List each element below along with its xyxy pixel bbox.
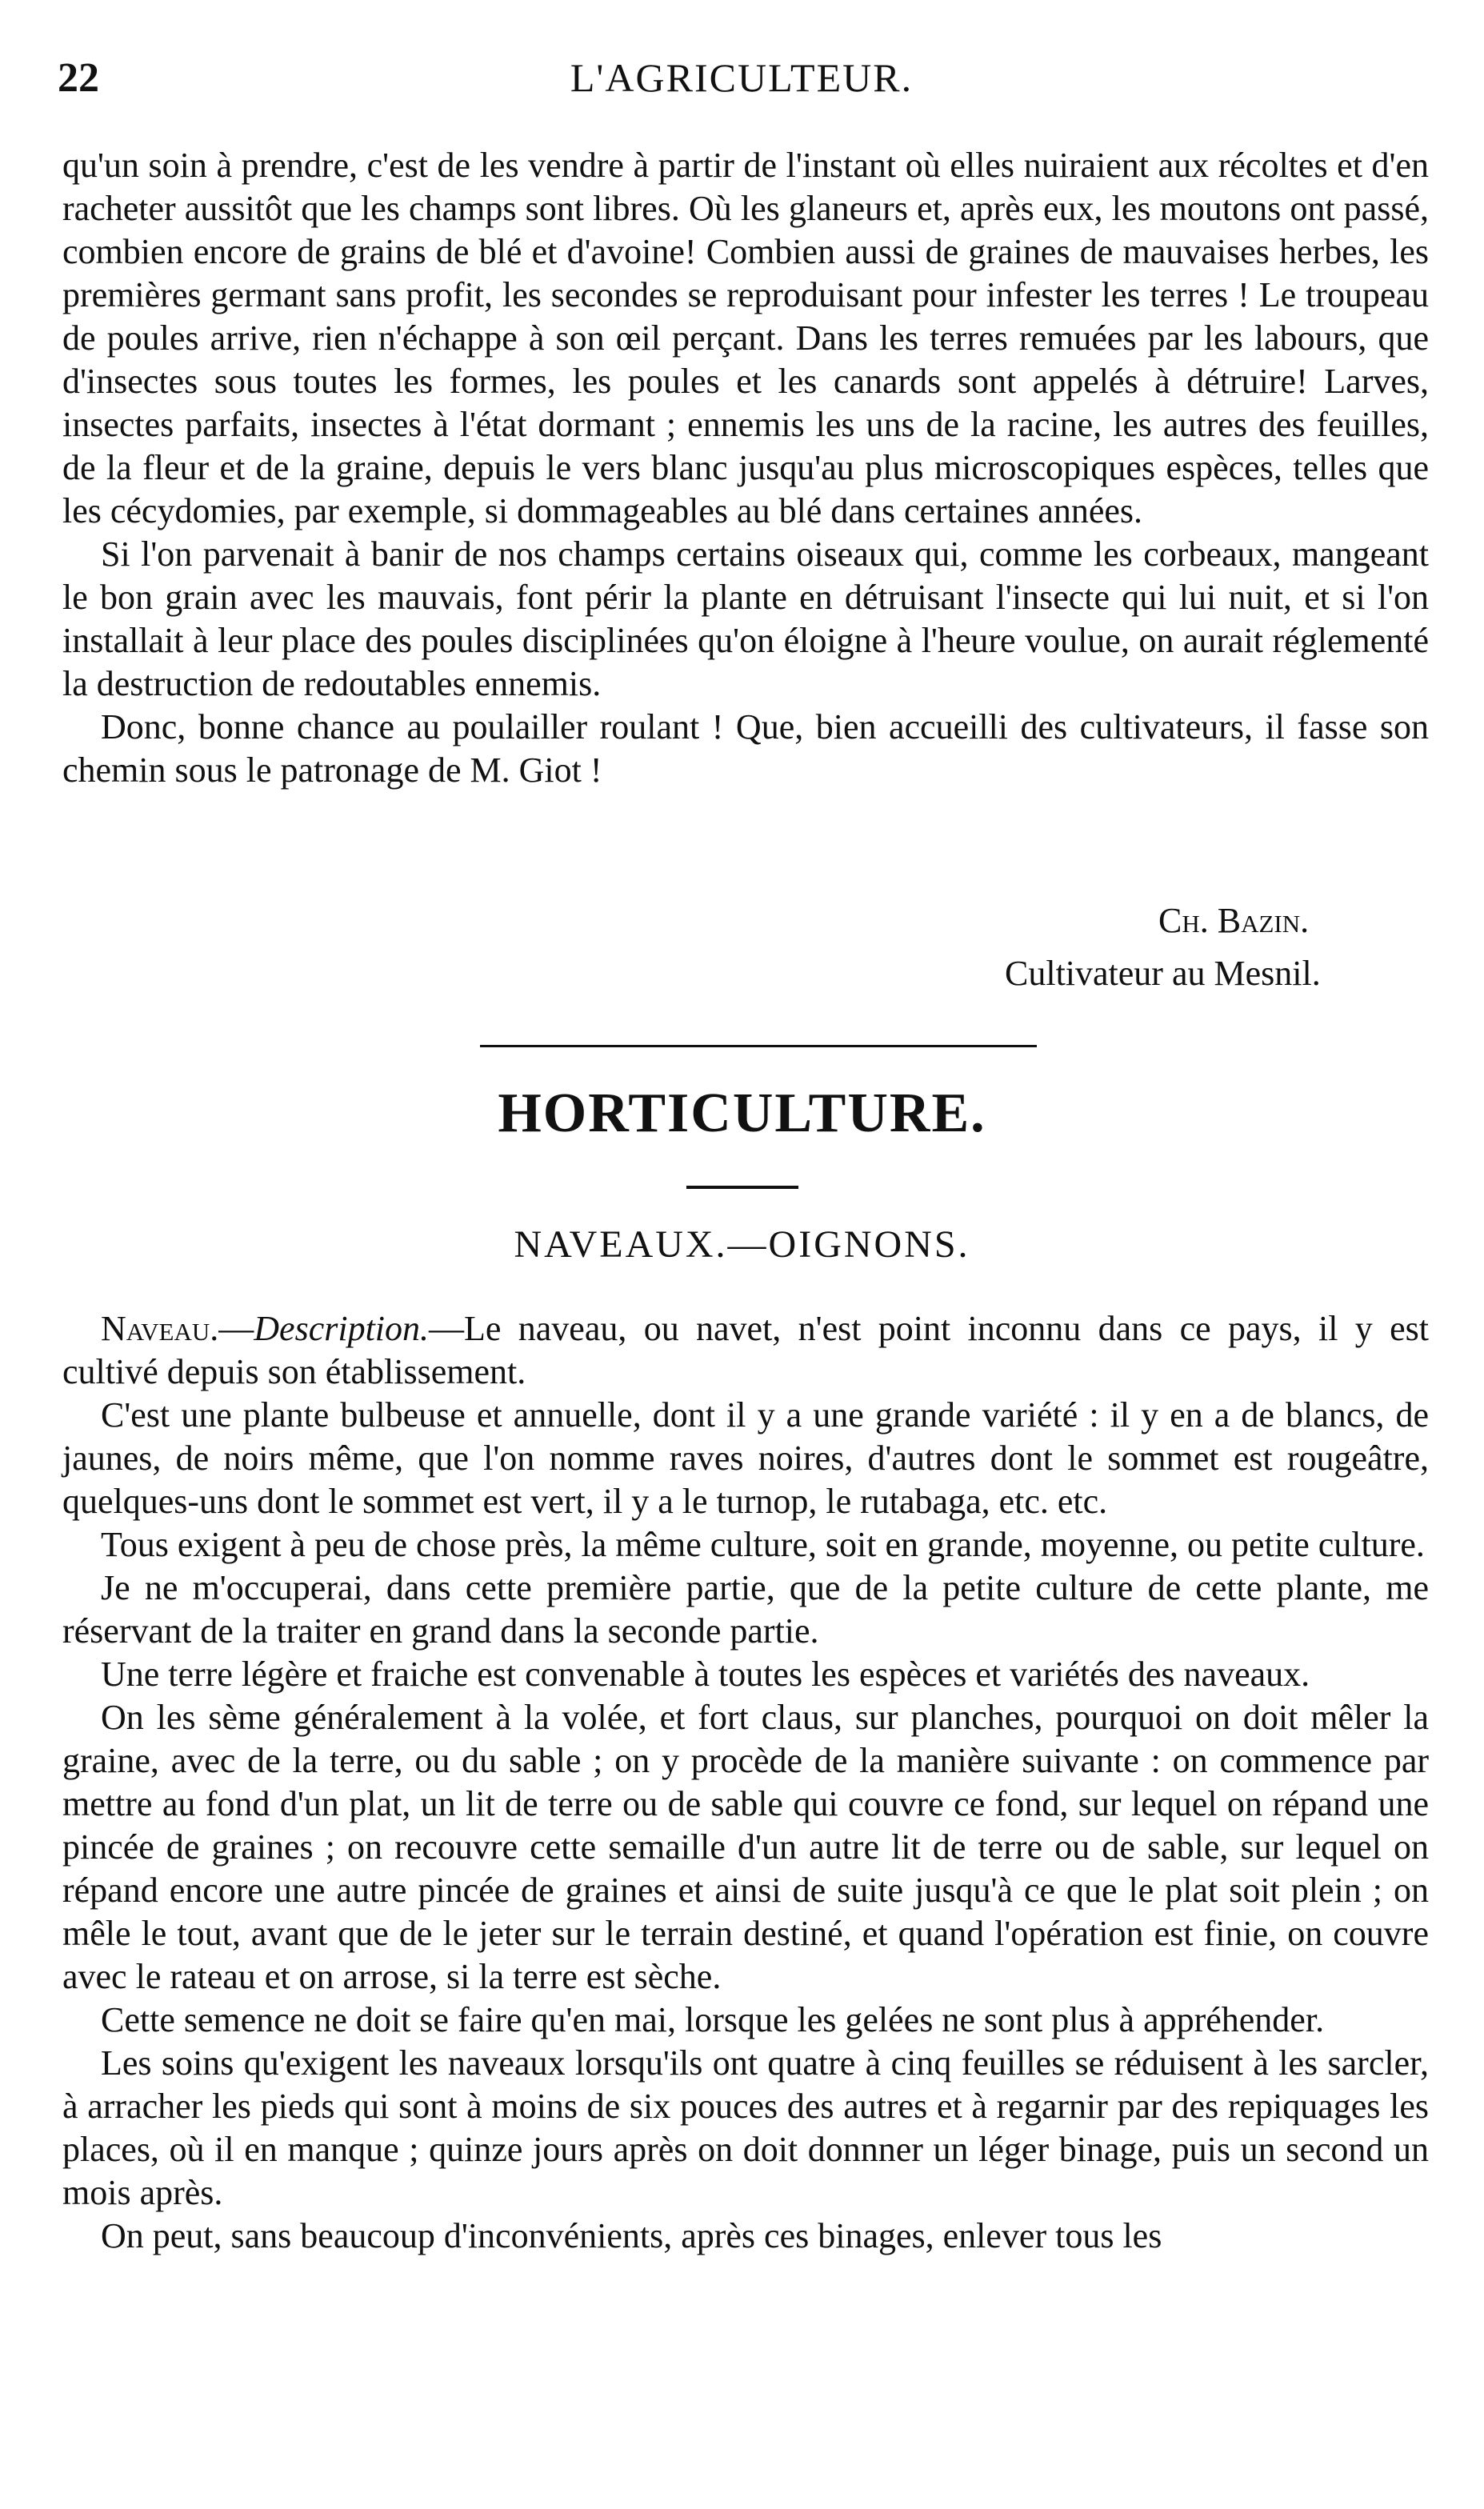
paragraph: Si l'on parvenait à banir de nos champs certains oiseaux qui, comme les corbeaux, mangeant le bon grain avec les mauvais, font périr la plante en détruisant l'insecte qui lui nuit, et si l'on installait à leur place des poules disciplinées qu'on éloigne à l'heure voulue, on aurait réglementé la destruction de redoutables ennemis. (62, 534, 1429, 703)
article-continuation (62, 144, 1429, 792)
paragraph: Je ne m'occuperai, dans cette première partie, que de la petite culture de cette plante, me réservant de la traiter en grand dans la seconde partie. (62, 1568, 1429, 1651)
paragraph: On les sème généralement à la volée, et fort claus, sur planches, pourquoi on doit mêler la graine, avec de la terre, ou du sable ; on y procède de la manière suivante : on commence par mettre au fond d'un plat, un lit de terre ou de sable qui couvre ce fond, sur lequel on répand une pincée de graines ; on recouvre cette semaille d'un autre lit de terre ou de sable, sur lequel on répand encore une autre pincée de graines et ainsi de suite jusqu'à ce que le plat soit plein ; on mêle le tout, avant que de le jeter sur le terrain destiné, et quand l'opération est finie, on couvre avec le rateau et on arrose, si la terre est sèche. (62, 1698, 1429, 1996)
paragraph: C'est une plante bulbeuse et annuelle, dont il y a une grande variété : il y en a de blancs, de jaunes, de noirs même, que l'on nomme raves noires, d'autres dont le sommet est rougeâtre, quelques-uns dont le sommet est vert, il y a le turnop, le rutabaga, etc. etc. (62, 1395, 1429, 1521)
page-number: 22 (58, 55, 99, 101)
signature-name: Ch. Bazin. (1158, 901, 1310, 940)
running-title: L'AGRICULTEUR. (570, 55, 914, 100)
page-header (58, 54, 1426, 110)
lead-description: Description. (254, 1309, 430, 1348)
section-title: HORTICULTURE. (498, 1082, 986, 1144)
paragraph: qu'un soin à prendre, c'est de les vendre à partir de l'instant où elles nuiraient aux récoltes et d'en racheter aussitôt que les champs sont libres. Où les glaneurs et, après eux, les moutons ont passé, combien encore de grains de blé et d'avoine! Combien aussi de graines de mauvaises herbes, les premières germant sans profit, les secondes se reproduisant pour infester les terres ! Le troupeau de poules arrive, rien n'échappe à son œil perçant. Dans les terres remuées par les labours, que d'insectes sous toutes les formes, les poules et les canards sont appelés à détruire! Larves, insectes parfaits, insectes à l'état dormant ; ennemis les uns de la racine, les autres des feuilles, de la fleur et de la graine, depuis le vers blanc jusqu'au plus microscopiques espèces, telles que les cécydomies, par exemple, si dommageables au blé dans certaines années. (62, 146, 1429, 530)
lead-text: —Le naveau, ou navet, n'est point inconnu dans ce pays, il y est cultivé depuis son établissement. (62, 1309, 1429, 1391)
paragraph: On peut, sans beaucoup d'inconvénients, après ces binages, enlever tous les (101, 2216, 1162, 2255)
title-divider (686, 1186, 798, 1189)
lead-dash: — (218, 1309, 254, 1348)
paragraph: Cette semence ne doit se faire qu'en mai, lorsque les gelées ne sont plus à appréhender. (101, 2000, 1325, 2039)
paragraph: Donc, bonne chance au poulailler roulant ! Que, bien accueilli des cultivateurs, il fasse son chemin sous le patronage de M. Giot ! (62, 707, 1429, 790)
section-divider (480, 1045, 1037, 1047)
lead-word: Naveau. (101, 1309, 219, 1348)
article-title: NAVEAUX.—OIGNONS. (514, 1223, 970, 1266)
paragraph: Une terre légère et fraiche est convenable à toutes les espèces et variétés des naveaux. (101, 1655, 1310, 1694)
paragraph: Tous exigent à peu de chose près, la même culture, soit en grande, moyenne, ou petite culture. (101, 1525, 1425, 1564)
paragraph: Les soins qu'exigent les naveaux lorsqu'ils ont quatre à cinq feuilles se réduisent à les sarcler, à arracher les pieds qui sont à moins de six pouces des autres et à regarnir par des repiquages les places, où il en manque ; quinze jours après on doit donnner un léger binage, puis un second un mois après. (62, 2043, 1429, 2212)
signature-affiliation: Cultivateur au Mesnil. (1005, 954, 1321, 993)
article-body (62, 1307, 1429, 2258)
lead-paragraph (62, 1307, 1429, 1394)
